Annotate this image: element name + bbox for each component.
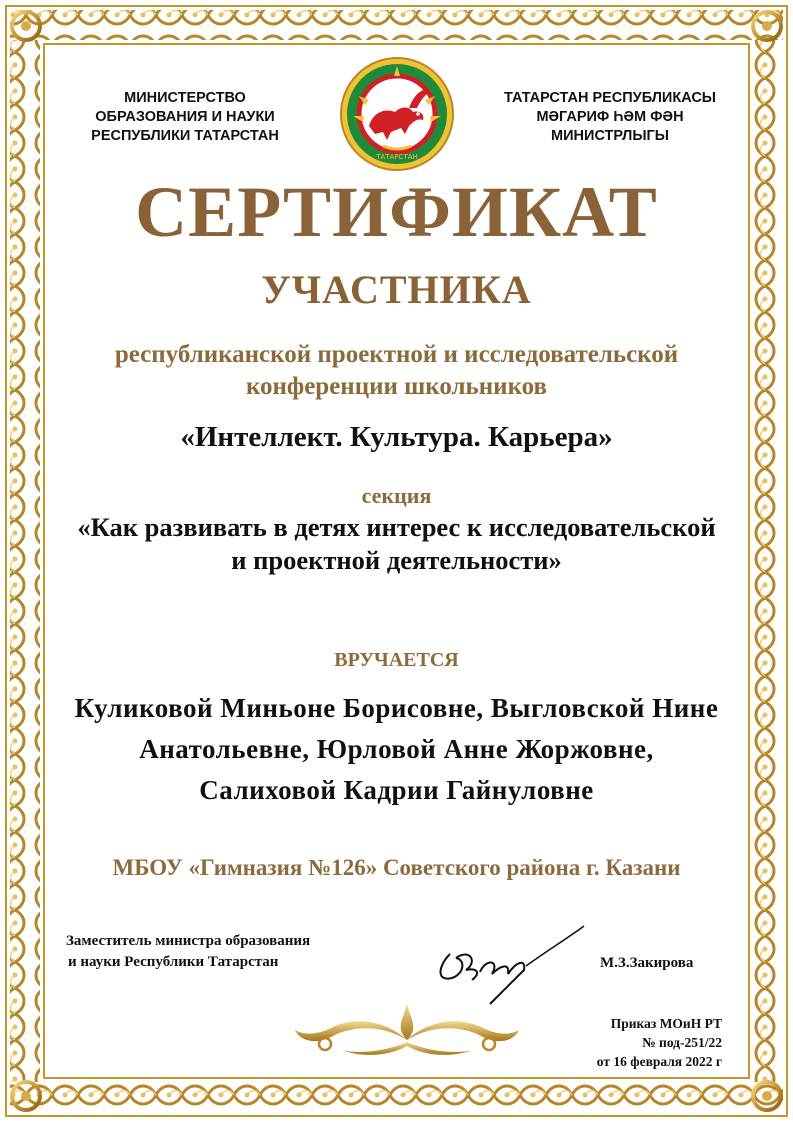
- ministry-tt-line2: МӘГАРИФ ҺӘМ ФӘН: [536, 109, 684, 125]
- signer-position: [66, 931, 396, 973]
- section-label: секция: [361, 483, 432, 508]
- gold-flourish-ornament: [285, 1000, 530, 1062]
- order-line2: № под-251/22: [642, 1035, 722, 1050]
- school-name: МБОУ «Гимназия №126» Советского района г. Казани: [112, 855, 681, 880]
- conference-name: «Интеллект. Культура. Карьера»: [180, 421, 613, 453]
- awarded-label: ВРУЧАЕТСЯ: [334, 649, 459, 671]
- order-line1: Приказ МОиН РТ: [610, 1016, 722, 1031]
- signer-position-line1: Заместитель министра образования: [66, 933, 311, 949]
- conference-line1: республиканской проектной и исследовательской: [114, 341, 679, 368]
- section-title: [0, 511, 793, 577]
- section-line2: и проектной деятельности»: [231, 545, 562, 575]
- ministry-tt-line3: МИНИСТРЛЫГЫ: [551, 128, 669, 144]
- recipients-line3: Салиховой Кадрии Гайнуловне: [199, 775, 594, 805]
- signer-position-line2: и науки Республики Татарстан: [68, 954, 279, 970]
- emblem-caption: ТАТАРСТАН: [376, 153, 418, 161]
- signer-name: М.З.Закирова: [600, 955, 694, 971]
- conference-description: [0, 339, 793, 403]
- recipients-line2: Анатольевне, Юрловой Анне Жоржовне,: [139, 734, 654, 764]
- ministry-ru-line1: МИНИСТЕРСТВО: [124, 90, 246, 106]
- order-reference: [560, 1014, 740, 1071]
- recipients-line1: Куликовой Миньоне Борисовне, Выгловской Нине: [74, 693, 719, 723]
- recipients: [0, 688, 793, 811]
- handwritten-signature: [430, 918, 590, 1010]
- ministry-name-tatar: [485, 89, 735, 146]
- ministry-name-russian: [60, 89, 310, 146]
- section-line1: «Как развивать в детях интерес к исследовательской: [77, 512, 716, 542]
- certificate-subtitle: УЧАСТНИКА: [261, 267, 532, 312]
- order-line3: от 16 февраля 2022 г: [596, 1054, 722, 1069]
- conference-line2: конференции школьников: [245, 373, 548, 400]
- ministry-tt-line1: ТАТАРСТАН РЕСПУБЛИКАСЫ: [504, 90, 716, 106]
- tatarstan-coat-of-arms-icon: [339, 56, 455, 172]
- certificate-title: СЕРТИФИКАТ: [135, 172, 658, 252]
- ministry-ru-line3: РЕСПУБЛИКИ ТАТАРСТАН: [91, 128, 279, 144]
- ministry-ru-line2: ОБРАЗОВАНИЯ И НАУКИ: [95, 109, 275, 125]
